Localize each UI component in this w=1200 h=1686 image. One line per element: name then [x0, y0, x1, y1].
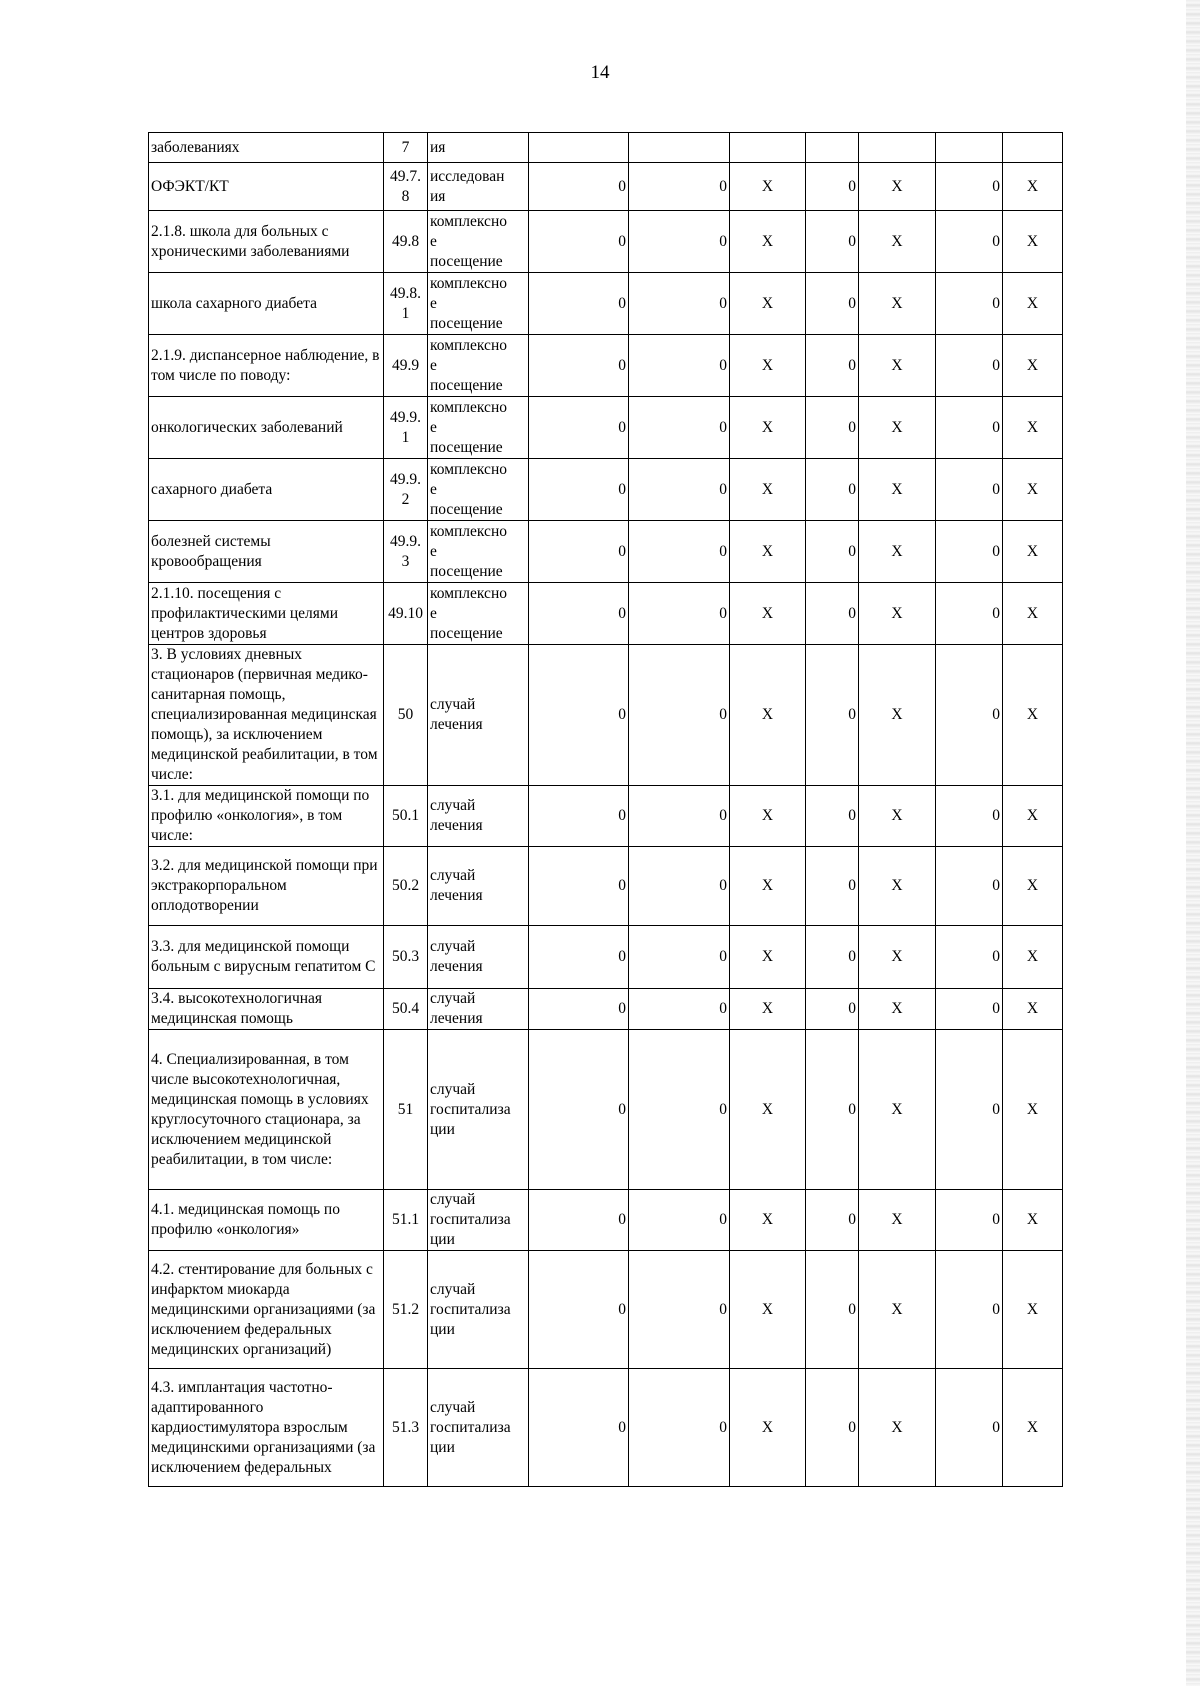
- value-cell: 0: [629, 1251, 730, 1369]
- value-cell: Х: [859, 1030, 936, 1190]
- table-row: [149, 273, 1063, 335]
- value-cell: Х: [1003, 926, 1063, 989]
- value-cell: 0: [629, 1369, 730, 1487]
- indicator-name-cell: 3.3. для медицинской помощи больным с вирусным гепатитом С: [149, 926, 384, 989]
- value-cell: Х: [859, 521, 936, 583]
- table-row: [149, 645, 1063, 786]
- unit-cell: комплексно е посещение: [428, 335, 529, 397]
- value-cell: 0: [806, 989, 859, 1030]
- value-cell: Х: [859, 989, 936, 1030]
- indicator-name-cell: заболеваниях: [149, 133, 384, 163]
- value-cell: Х: [859, 1190, 936, 1251]
- row-code-cell: 51.2: [384, 1251, 428, 1369]
- row-code-cell: 50.3: [384, 926, 428, 989]
- value-cell: [936, 133, 1003, 163]
- value-cell: Х: [1003, 1369, 1063, 1487]
- table-row: [149, 521, 1063, 583]
- row-code-cell: 49.8: [384, 211, 428, 273]
- unit-cell: случай лечения: [428, 926, 529, 989]
- value-cell: Х: [859, 583, 936, 645]
- value-cell: 0: [629, 847, 730, 926]
- row-code-cell: 50.2: [384, 847, 428, 926]
- value-cell: 0: [529, 521, 629, 583]
- value-cell: Х: [859, 645, 936, 786]
- value-cell: Х: [730, 847, 806, 926]
- value-cell: Х: [1003, 1251, 1063, 1369]
- value-cell: Х: [859, 1369, 936, 1487]
- table-row: [149, 335, 1063, 397]
- value-cell: Х: [730, 989, 806, 1030]
- table-row: [149, 786, 1063, 847]
- row-code-cell: 49.8. 1: [384, 273, 428, 335]
- value-cell: Х: [859, 163, 936, 211]
- value-cell: [629, 133, 730, 163]
- value-cell: 0: [529, 273, 629, 335]
- value-cell: 0: [629, 163, 730, 211]
- value-cell: 0: [629, 521, 730, 583]
- table-row: [149, 211, 1063, 273]
- unit-cell: комплексно е посещение: [428, 397, 529, 459]
- value-cell: 0: [936, 989, 1003, 1030]
- indicator-name-cell: 2.1.10. посещения с профилактическими целями центров здоровья: [149, 583, 384, 645]
- unit-cell: случай лечения: [428, 645, 529, 786]
- value-cell: Х: [859, 459, 936, 521]
- value-cell: Х: [730, 786, 806, 847]
- value-cell: Х: [730, 1190, 806, 1251]
- unit-cell: комплексно е посещение: [428, 521, 529, 583]
- indicator-name-cell: ОФЭКТ/КТ: [149, 163, 384, 211]
- value-cell: 0: [529, 1369, 629, 1487]
- value-cell: Х: [859, 211, 936, 273]
- value-cell: 0: [629, 1030, 730, 1190]
- value-cell: 0: [629, 459, 730, 521]
- value-cell: [529, 133, 629, 163]
- value-cell: 0: [936, 1251, 1003, 1369]
- indicator-name-cell: сахарного диабета: [149, 459, 384, 521]
- value-cell: 0: [629, 1190, 730, 1251]
- table-row: [149, 397, 1063, 459]
- indicator-name-cell: 3.2. для медицинской помощи при экстракорпоральном оплодотворении: [149, 847, 384, 926]
- value-cell: Х: [1003, 335, 1063, 397]
- unit-cell: ия: [428, 133, 529, 163]
- value-cell: Х: [1003, 1030, 1063, 1190]
- row-code-cell: 49.7. 8: [384, 163, 428, 211]
- value-cell: 0: [936, 211, 1003, 273]
- value-cell: 0: [629, 926, 730, 989]
- unit-cell: комплексно е посещение: [428, 273, 529, 335]
- value-cell: Х: [859, 786, 936, 847]
- value-cell: 0: [529, 335, 629, 397]
- value-cell: 0: [806, 335, 859, 397]
- indicator-name-cell: 4.2. стентирование для больных с инфарктом миокарда медицинскими организациями (за исключением федеральных медицинских организаций): [149, 1251, 384, 1369]
- value-cell: Х: [1003, 397, 1063, 459]
- value-cell: Х: [730, 335, 806, 397]
- value-cell: Х: [1003, 847, 1063, 926]
- value-cell: Х: [730, 926, 806, 989]
- value-cell: 0: [936, 163, 1003, 211]
- value-cell: Х: [730, 1369, 806, 1487]
- indicator-name-cell: 2.1.9. диспансерное наблюдение, в том числе по поводу:: [149, 335, 384, 397]
- table-row: [149, 1030, 1063, 1190]
- value-cell: Х: [730, 459, 806, 521]
- value-cell: 0: [936, 645, 1003, 786]
- table-row: [149, 133, 1063, 163]
- indicator-name-cell: 3.4. высокотехнологичная медицинская помощь: [149, 989, 384, 1030]
- value-cell: 0: [936, 459, 1003, 521]
- row-code-cell: 50.1: [384, 786, 428, 847]
- row-code-cell: 49.9. 3: [384, 521, 428, 583]
- table-row: [149, 1190, 1063, 1251]
- value-cell: 0: [529, 847, 629, 926]
- value-cell: 0: [936, 521, 1003, 583]
- row-code-cell: 51.3: [384, 1369, 428, 1487]
- table-row: [149, 847, 1063, 926]
- value-cell: 0: [936, 335, 1003, 397]
- value-cell: 0: [806, 1030, 859, 1190]
- row-code-cell: 50.4: [384, 989, 428, 1030]
- value-cell: 0: [529, 211, 629, 273]
- value-cell: 0: [529, 645, 629, 786]
- value-cell: 0: [529, 1251, 629, 1369]
- value-cell: Х: [859, 397, 936, 459]
- value-cell: [859, 133, 936, 163]
- row-code-cell: 49.10: [384, 583, 428, 645]
- value-cell: [806, 133, 859, 163]
- value-cell: 0: [529, 583, 629, 645]
- value-cell: 0: [629, 211, 730, 273]
- page-number: 14: [590, 62, 610, 83]
- data-table: [148, 132, 1063, 1487]
- unit-cell: случай лечения: [428, 989, 529, 1030]
- value-cell: 0: [806, 1190, 859, 1251]
- row-code-cell: 49.9: [384, 335, 428, 397]
- indicator-name-cell: 3. В условиях дневных стационаров (первичная медико-санитарная помощь, специализированная медицинская помощь), за исключением медицинской реабилитации, в том числе:: [149, 645, 384, 786]
- value-cell: 0: [806, 521, 859, 583]
- table-row: [149, 1251, 1063, 1369]
- indicator-name-cell: школа сахарного диабета: [149, 273, 384, 335]
- value-cell: Х: [730, 645, 806, 786]
- indicator-name-cell: болезней системы кровообращения: [149, 521, 384, 583]
- indicator-name-cell: 4.1. медицинская помощь по профилю «онкология»: [149, 1190, 384, 1251]
- value-cell: Х: [1003, 163, 1063, 211]
- row-code-cell: 50: [384, 645, 428, 786]
- value-cell: 0: [629, 786, 730, 847]
- row-code-cell: 49.9. 1: [384, 397, 428, 459]
- table-row: [149, 926, 1063, 989]
- value-cell: 0: [936, 1369, 1003, 1487]
- value-cell: 0: [529, 786, 629, 847]
- indicator-name-cell: 4.3. имплантация частотно-адаптированного кардиостимулятора взрослым медицинскими организациями (за исключением федеральных: [149, 1369, 384, 1487]
- value-cell: 0: [806, 459, 859, 521]
- value-cell: 0: [806, 645, 859, 786]
- value-cell: Х: [1003, 645, 1063, 786]
- value-cell: Х: [859, 847, 936, 926]
- value-cell: 0: [936, 786, 1003, 847]
- unit-cell: исследован ия: [428, 163, 529, 211]
- value-cell: 0: [529, 1190, 629, 1251]
- value-cell: 0: [629, 583, 730, 645]
- value-cell: Х: [859, 1251, 936, 1369]
- value-cell: 0: [529, 163, 629, 211]
- unit-cell: случай госпитализа ции: [428, 1190, 529, 1251]
- value-cell: 0: [806, 273, 859, 335]
- value-cell: Х: [730, 163, 806, 211]
- indicator-name-cell: 3.1. для медицинской помощи по профилю «онкология», в том числе:: [149, 786, 384, 847]
- value-cell: 0: [629, 397, 730, 459]
- value-cell: Х: [730, 273, 806, 335]
- row-code-cell: 51.1: [384, 1190, 428, 1251]
- value-cell: 0: [806, 926, 859, 989]
- value-cell: Х: [730, 1030, 806, 1190]
- value-cell: 0: [806, 583, 859, 645]
- table-row: [149, 583, 1063, 645]
- unit-cell: случай лечения: [428, 847, 529, 926]
- value-cell: Х: [1003, 521, 1063, 583]
- table-row: [149, 989, 1063, 1030]
- value-cell: 0: [629, 273, 730, 335]
- value-cell: Х: [1003, 786, 1063, 847]
- value-cell: 0: [936, 397, 1003, 459]
- value-cell: 0: [936, 926, 1003, 989]
- value-cell: Х: [859, 926, 936, 989]
- value-cell: 0: [936, 583, 1003, 645]
- value-cell: Х: [859, 335, 936, 397]
- row-code-cell: 7: [384, 133, 428, 163]
- indicator-name-cell: онкологических заболеваний: [149, 397, 384, 459]
- value-cell: 0: [529, 459, 629, 521]
- value-cell: Х: [859, 273, 936, 335]
- unit-cell: случай госпитализа ции: [428, 1030, 529, 1190]
- value-cell: 0: [806, 786, 859, 847]
- unit-cell: комплексно е посещение: [428, 583, 529, 645]
- value-cell: 0: [529, 926, 629, 989]
- value-cell: Х: [1003, 459, 1063, 521]
- indicator-name-cell: 2.1.8. школа для больных с хроническими заболеваниями: [149, 211, 384, 273]
- unit-cell: комплексно е посещение: [428, 211, 529, 273]
- table-row: [149, 1369, 1063, 1487]
- value-cell: Х: [730, 521, 806, 583]
- value-cell: Х: [1003, 989, 1063, 1030]
- value-cell: Х: [1003, 1190, 1063, 1251]
- value-cell: 0: [806, 211, 859, 273]
- indicator-name-cell: 4. Специализированная, в том числе высокотехнологичная, медицинская помощь в условиях круглосуточного стационара, за исключением медицинской реабилитации, в том числе:: [149, 1030, 384, 1190]
- scan-edge: [1186, 0, 1200, 1686]
- value-cell: [1003, 133, 1063, 163]
- value-cell: Х: [730, 583, 806, 645]
- value-cell: 0: [936, 847, 1003, 926]
- value-cell: 0: [806, 1369, 859, 1487]
- value-cell: Х: [1003, 211, 1063, 273]
- value-cell: 0: [529, 1030, 629, 1190]
- value-cell: 0: [936, 1190, 1003, 1251]
- table-row: [149, 163, 1063, 211]
- value-cell: Х: [1003, 583, 1063, 645]
- value-cell: [730, 133, 806, 163]
- value-cell: Х: [730, 1251, 806, 1369]
- value-cell: 0: [806, 847, 859, 926]
- value-cell: Х: [730, 211, 806, 273]
- unit-cell: комплексно е посещение: [428, 459, 529, 521]
- value-cell: Х: [730, 397, 806, 459]
- row-code-cell: 51: [384, 1030, 428, 1190]
- value-cell: 0: [629, 335, 730, 397]
- value-cell: 0: [529, 397, 629, 459]
- value-cell: Х: [1003, 273, 1063, 335]
- value-cell: 0: [936, 273, 1003, 335]
- unit-cell: случай лечения: [428, 786, 529, 847]
- unit-cell: случай госпитализа ции: [428, 1251, 529, 1369]
- value-cell: 0: [806, 397, 859, 459]
- value-cell: 0: [806, 163, 859, 211]
- value-cell: 0: [629, 645, 730, 786]
- value-cell: 0: [629, 989, 730, 1030]
- value-cell: 0: [936, 1030, 1003, 1190]
- value-cell: 0: [806, 1251, 859, 1369]
- value-cell: 0: [529, 989, 629, 1030]
- table-row: [149, 459, 1063, 521]
- row-code-cell: 49.9. 2: [384, 459, 428, 521]
- unit-cell: случай госпитализа ции: [428, 1369, 529, 1487]
